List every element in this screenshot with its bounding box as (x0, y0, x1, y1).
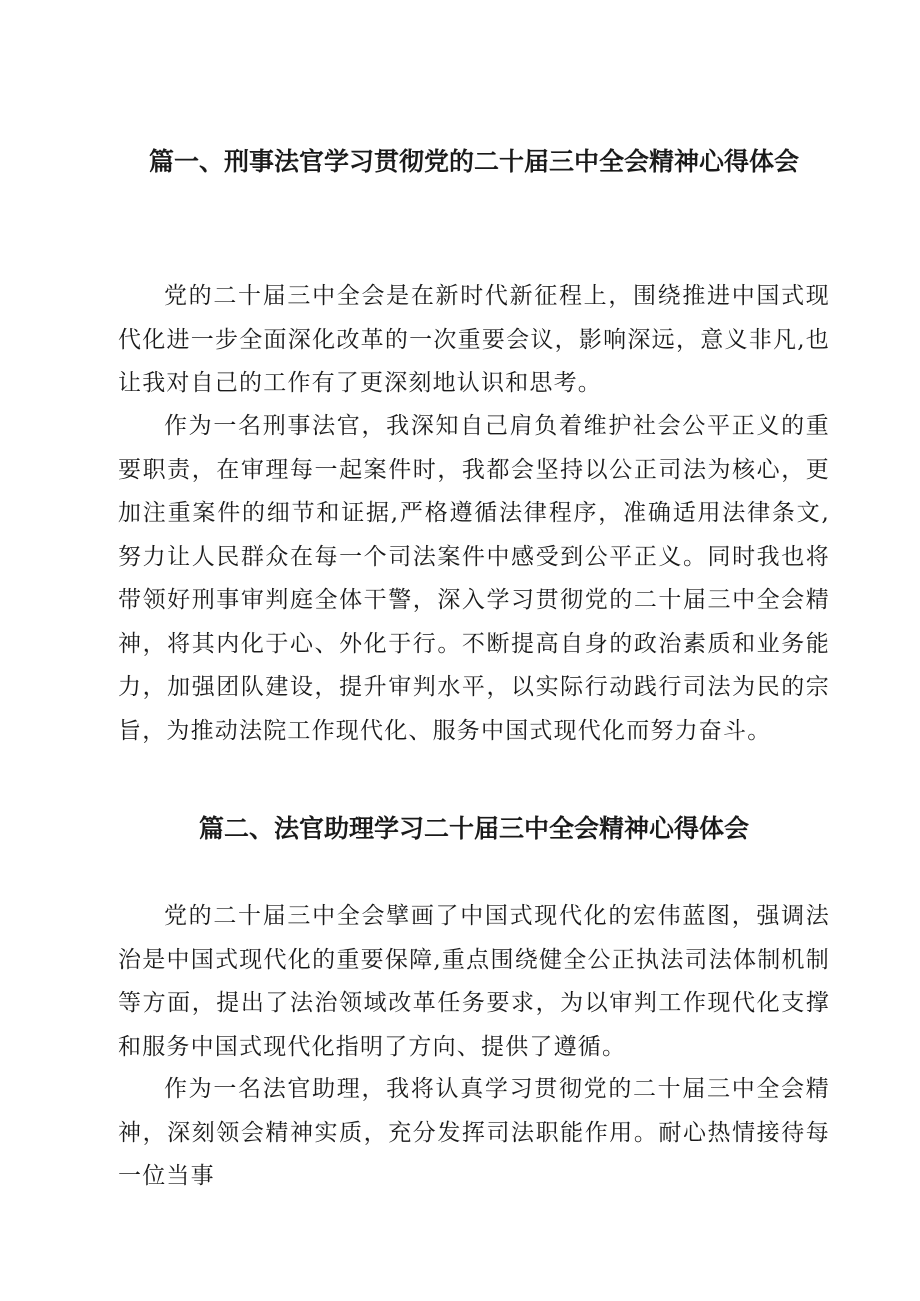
section-1-paragraph-2: 作为一名刑事法官，我深知自己肩负着维护社会公平正义的重要职责，在审理每一起案件时，我都会坚持以公正司法为核心，更加注重案件的细节和证据,严格遵循法律程序，准确适用法律条文,努力让人民群众在每一个司法案件中感受到公平正义。同时我也将带领好刑事审判庭全体干警，深入学习贯彻党的二十届三中全会精神，将其内化于心、外化于行。不断提高自身的政治素质和业务能力，加强团队建设，提升审判水平，以实际行动践行司法为民的宗旨，为推动法院工作现代化、服务中国式现代化而努力奋斗。 (118, 413, 830, 744)
section-1-paragraph-1: 党的二十届三中全会是在新时代新征程上，围绕推进中国式现代化进一步全面深化改革的一次重要会议，影响深远，意义非凡,也让我对自己的工作有了更深刻地认识和思考。 (118, 283, 830, 396)
section-2-paragraph-2: 作为一名法官助理，我将认真学习贯彻党的二十届三中全会精神，深刻领会精神实质，充分发挥司法职能作用。耐心热情接待每一位当事 (118, 1076, 830, 1189)
section-1-title: 篇一、刑事法官学习贯彻党的二十届三中全会精神心得体会 (148, 147, 799, 176)
section-2-paragraph-1: 党的二十届三中全会擘画了中国式现代化的宏伟蓝图，强调法治是中国式现代化的重要保障,重点围绕健全公正执法司法体制机制等方面，提出了法治领域改革任务要求，为以审判工作现代化支撑和服务中国式现代化指明了方向、提供了遵循。 (118, 903, 830, 1060)
section-2-title: 篇二、法官助理学习二十届三中全会精神心得体会 (198, 814, 749, 843)
